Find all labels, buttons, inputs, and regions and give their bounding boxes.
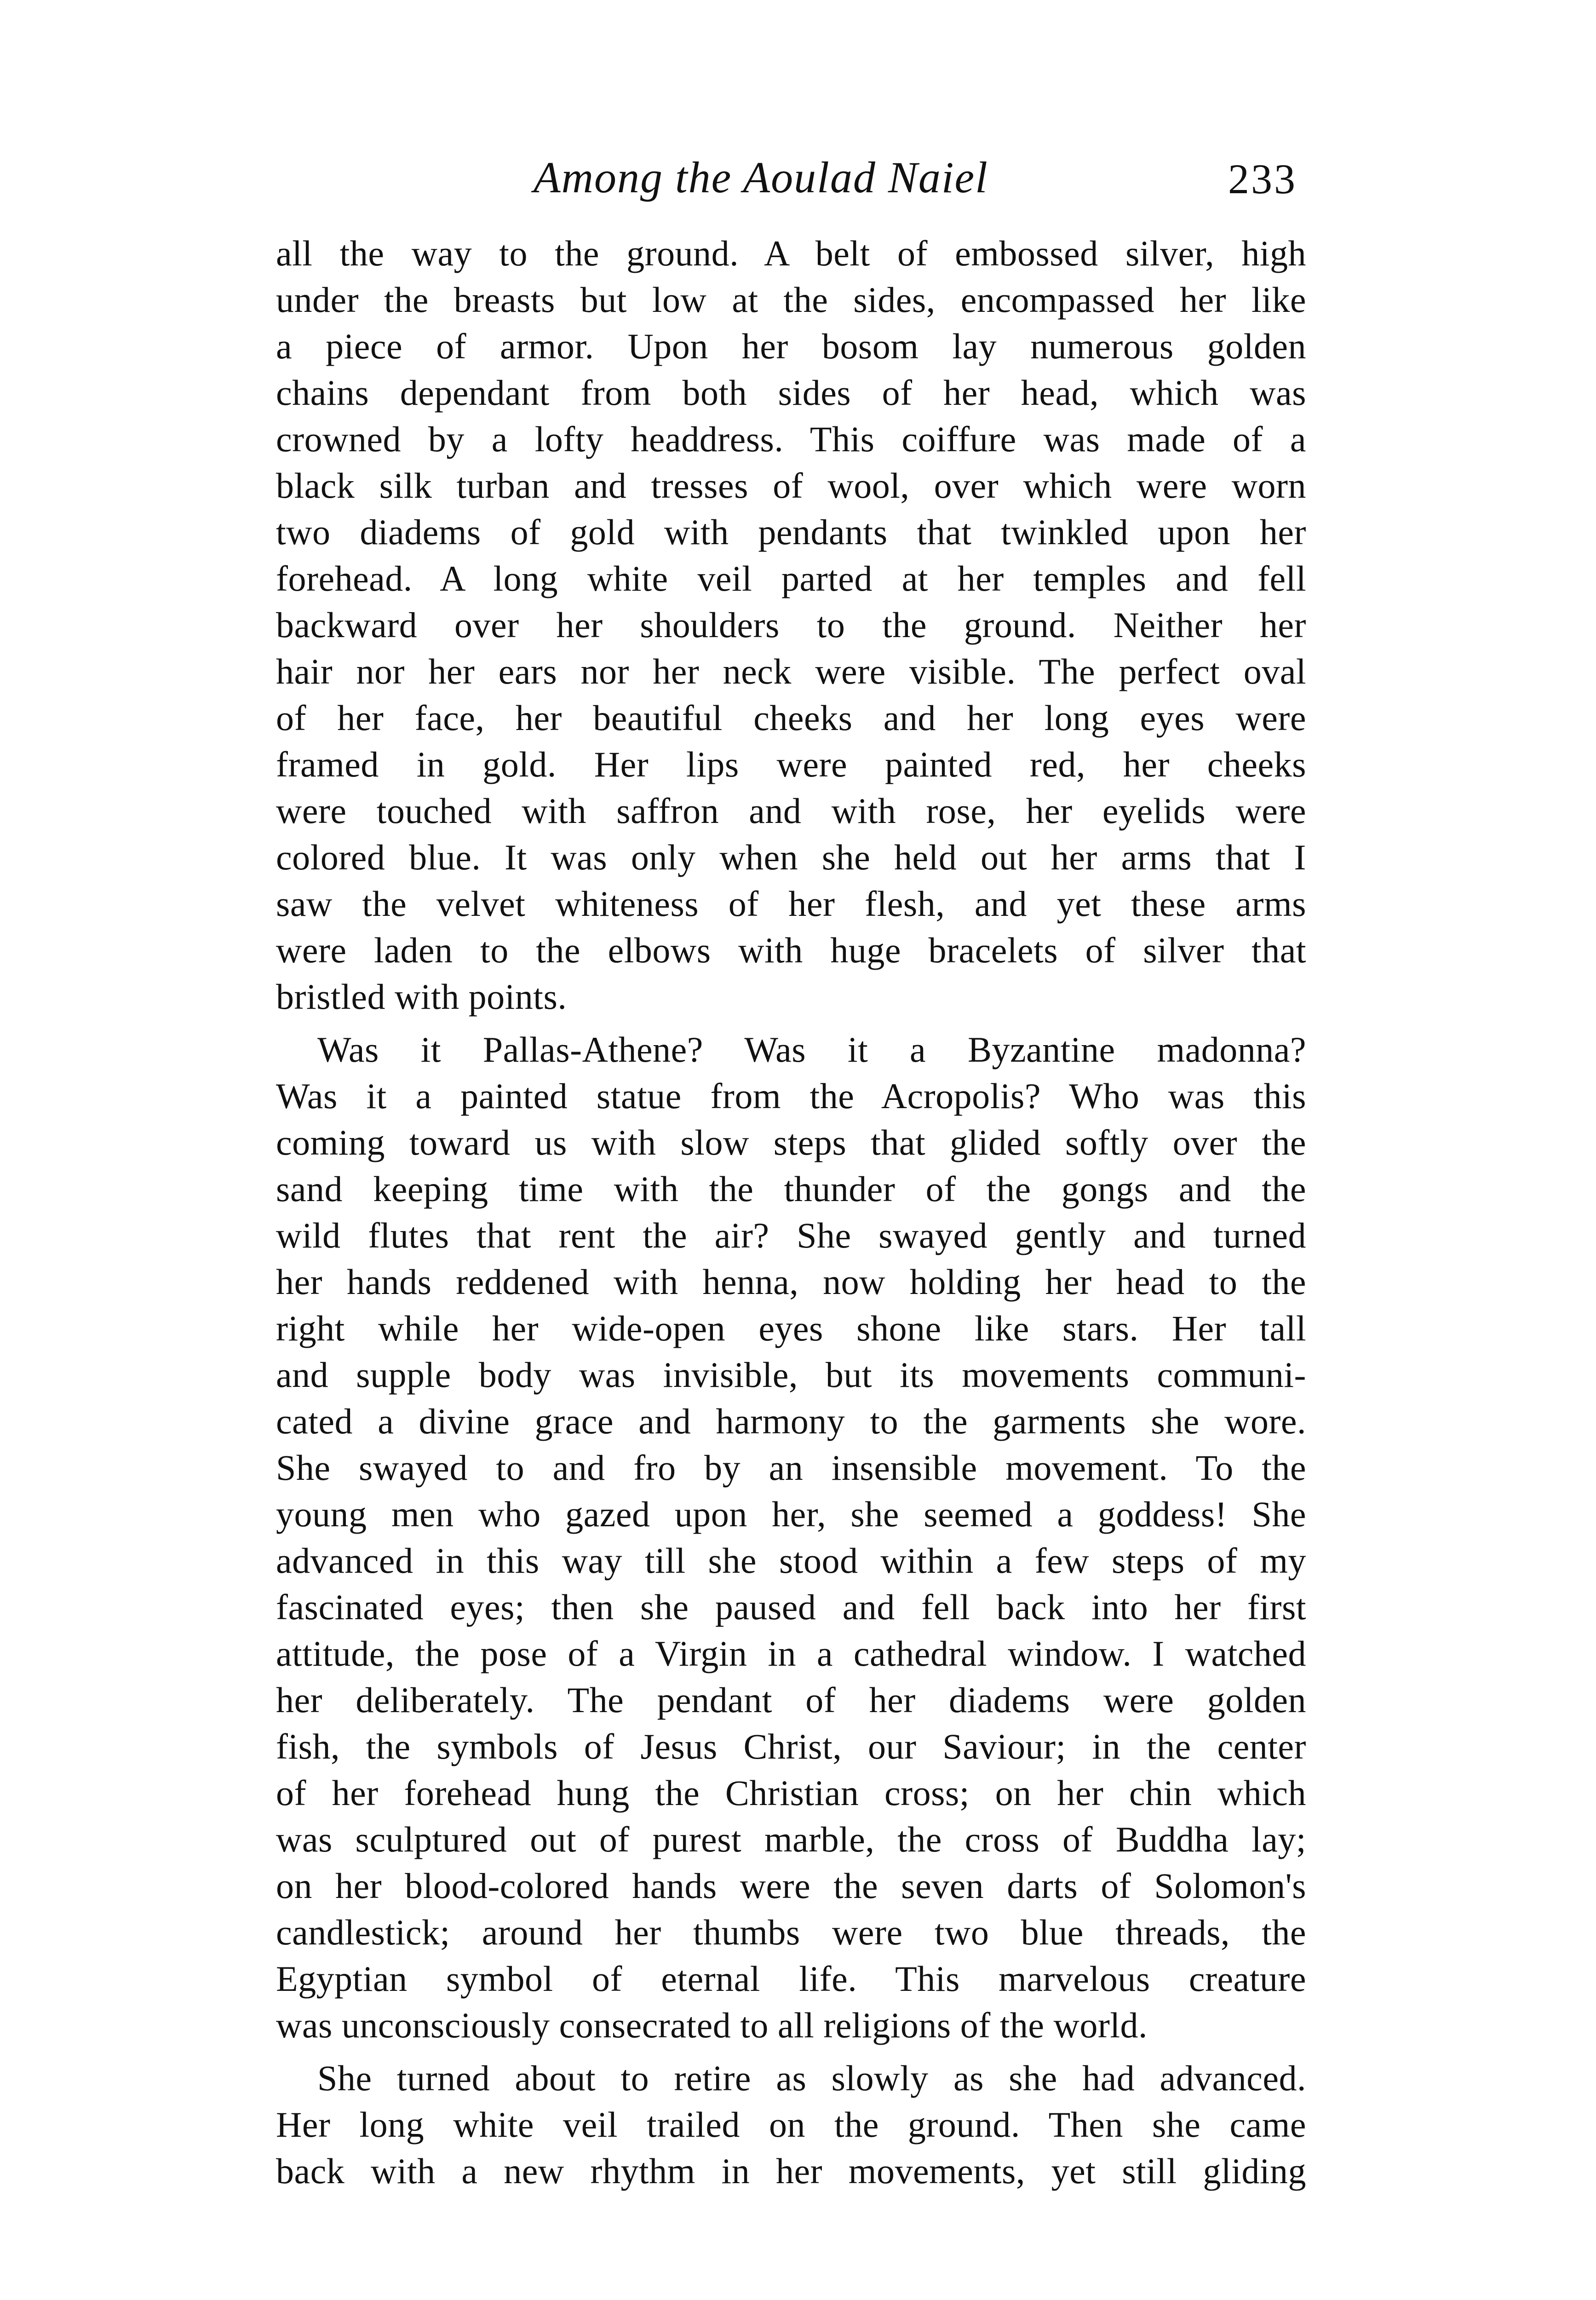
paragraph-gap [276, 2048, 1306, 2055]
text-line: her deliberately. The pendant of her diadems were golden [276, 1680, 1306, 1720]
text-line: on her blood-colored hands were the seven darts of Solomon's [276, 1866, 1306, 1906]
text-line: framed in gold. Her lips were painted red, her cheeks [276, 744, 1306, 784]
text-line: were touched with saffron and with rose, her eyelids were [276, 791, 1306, 831]
paragraph [276, 1026, 1306, 2048]
text-line: candlestick; around her thumbs were two blue threads, the [276, 1912, 1306, 1952]
text-line: advanced in this way till she stood within a few steps of my [276, 1541, 1306, 1581]
text-line: two diadems of gold with pendants that twinkled upon her [276, 512, 1306, 552]
paragraph [276, 230, 1306, 1020]
paragraph [276, 2055, 1306, 2194]
running-head [276, 152, 1297, 221]
text-line: were laden to the elbows with huge bracelets of silver that [276, 930, 1306, 970]
page-number: 233 [1228, 155, 1297, 202]
text-line: a piece of armor. Upon her bosom lay numerous golden [276, 326, 1306, 366]
text-line: fascinated eyes; then she paused and fell back into her first [276, 1587, 1306, 1627]
text-line: wild flutes that rent the air? She swayed gently and turned [276, 1215, 1306, 1255]
text-line: She turned about to retire as slowly as she had advanced. [317, 2058, 1306, 2098]
running-title: Among the Aoulad Naiel [534, 153, 988, 202]
text-line: crowned by a lofty headdress. This coiffure was made of a [276, 419, 1306, 459]
text-line: coming toward us with slow steps that glided softly over the [276, 1122, 1306, 1162]
text-line: was sculptured out of purest marble, the cross of Buddha lay; [276, 1819, 1306, 1859]
text-line: right while her wide-open eyes shone like stars. Her tall [276, 1308, 1306, 1348]
text-line: back with a new rhythm in her movements, yet still gliding [276, 2151, 1306, 2191]
text-line: chains dependant from both sides of her head, which was [276, 373, 1306, 413]
text-line: sand keeping time with the thunder of the gongs and the [276, 1169, 1306, 1209]
text-line: of her face, her beautiful cheeks and her long eyes were [276, 698, 1306, 738]
text-line: bristled with points. [276, 977, 567, 1017]
text-line: cated a divine grace and harmony to the garments she wore. [276, 1401, 1306, 1441]
text-line: saw the velvet whiteness of her flesh, and yet these arms [276, 884, 1306, 924]
text-line: Was it a painted statue from the Acropolis? Who was this [276, 1076, 1306, 1116]
text-line: all the way to the ground. A belt of embossed silver, high [276, 233, 1306, 273]
text-line: was unconsciously consecrated to all religions of the world. [276, 2005, 1148, 2045]
text-line: and supple body was invisible, but its movements communi- [276, 1355, 1306, 1395]
body-text [276, 230, 1306, 2194]
text-line: Egyptian symbol of eternal life. This marvelous creature [276, 1959, 1306, 1999]
text-line: black silk turban and tresses of wool, over which were worn [276, 466, 1306, 506]
text-line: Her long white veil trailed on the ground. Then she came [276, 2104, 1306, 2145]
text-line: She swayed to and fro by an insensible movement. To the [276, 1448, 1306, 1488]
text-line: fish, the symbols of Jesus Christ, our Saviour; in the center [276, 1726, 1306, 1766]
text-line: colored blue. It was only when she held out her arms that I [276, 837, 1306, 877]
text-line: young men who gazed upon her, she seemed a goddess! She [276, 1494, 1306, 1534]
text-line: hair nor her ears nor her neck were visible. The perfect oval [276, 651, 1306, 691]
text-line: attitude, the pose of a Virgin in a cathedral window. I watched [276, 1633, 1306, 1673]
paragraph-gap [276, 1020, 1306, 1026]
text-line: under the breasts but low at the sides, encompassed her like [276, 280, 1306, 320]
text-line: forehead. A long white veil parted at her temples and fell [276, 558, 1306, 598]
text-line: of her forehead hung the Christian cross; on her chin which [276, 1773, 1306, 1813]
text-line: backward over her shoulders to the ground. Neither her [276, 605, 1306, 645]
text-line: Was it Pallas-Athene? Was it a Byzantine madonna? [317, 1029, 1306, 1070]
text-line: her hands reddened with henna, now holding her head to the [276, 1262, 1306, 1302]
